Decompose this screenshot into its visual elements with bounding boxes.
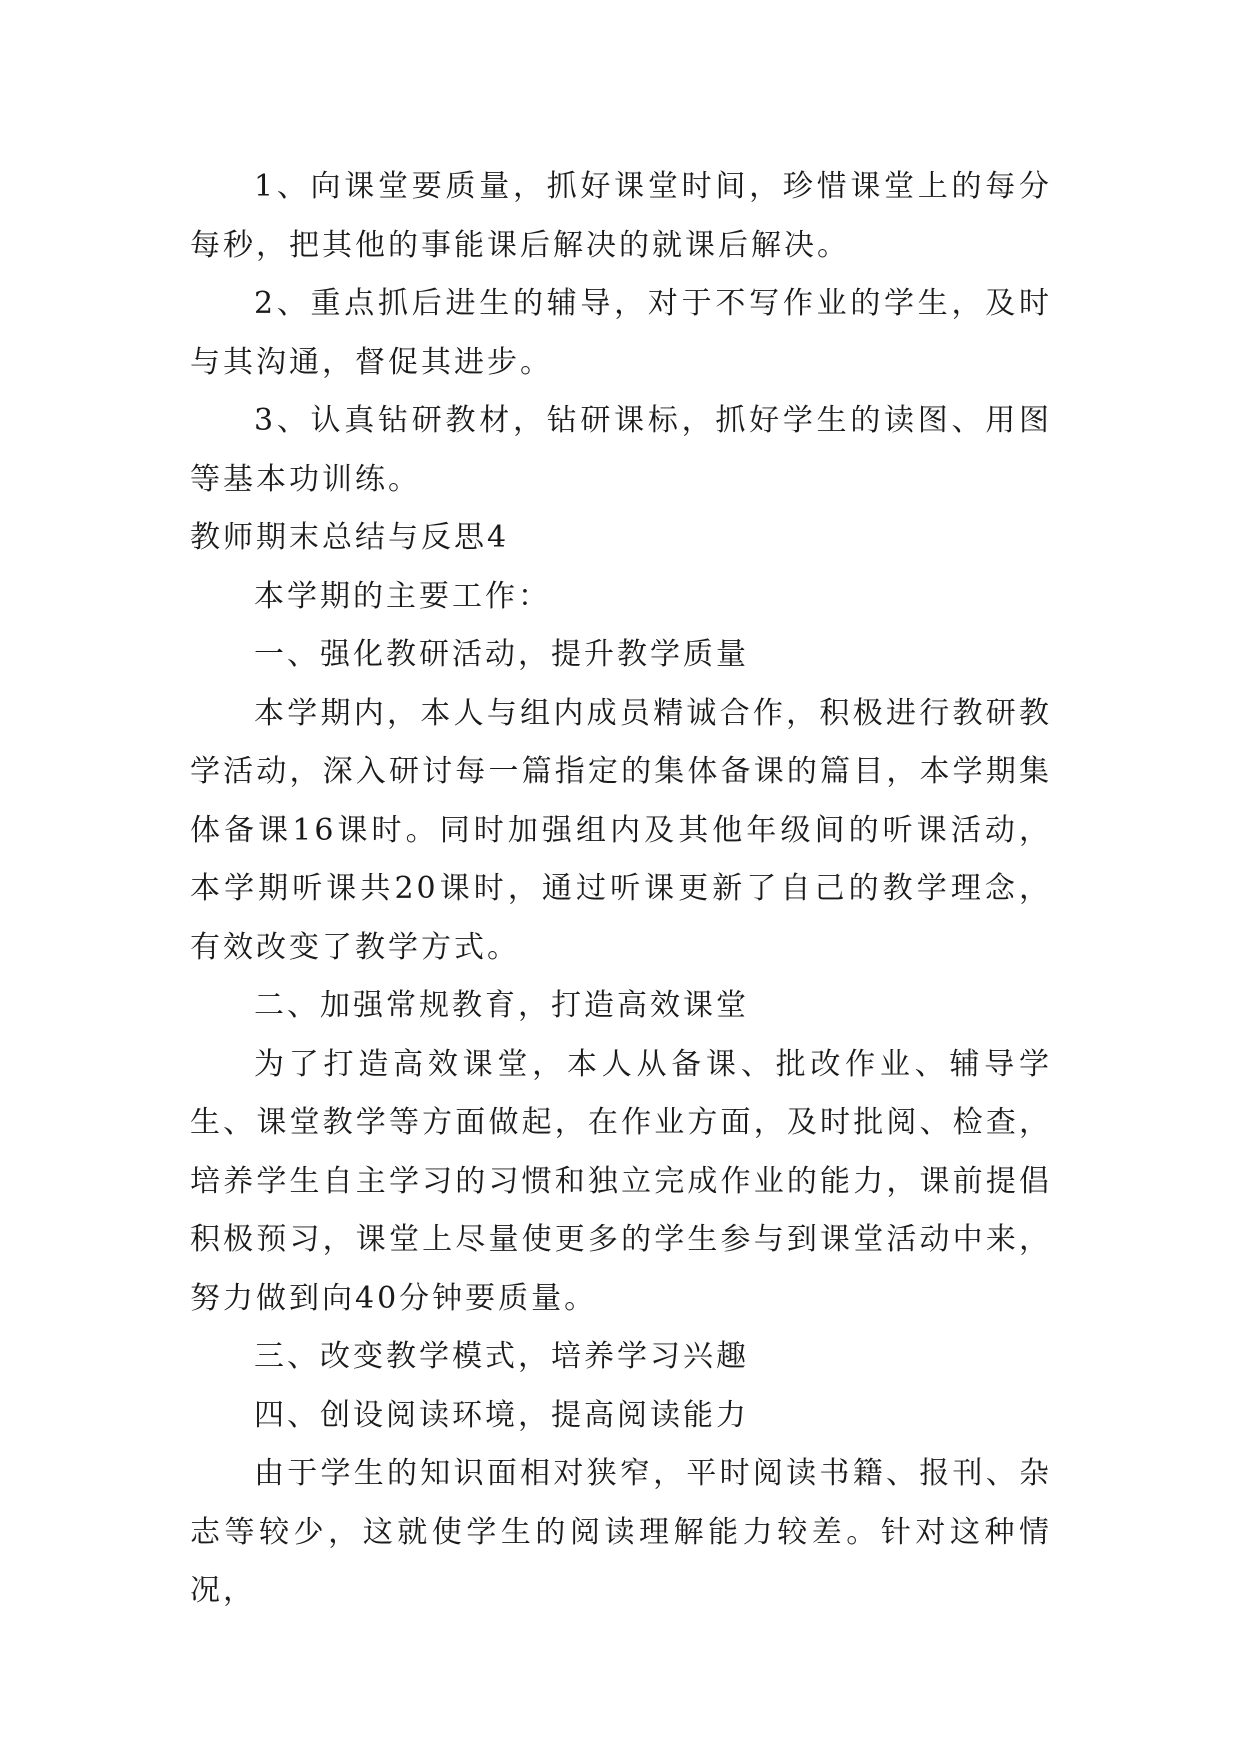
paragraph-reading: 由于学生的知识面相对狭窄，平时阅读书籍、报刊、杂志等较少，这就使学生的阅读理解能力较差。针对这种情况， <box>190 1456 1052 1608</box>
document-body <box>190 158 1052 1621</box>
subheading-four: 四、创设阅读环境，提高阅读能力 <box>254 1397 749 1433</box>
paragraph-item-2: 2、重点抓后进生的辅导，对于不写作业的学生，及时与其沟通，督促其进步。 <box>190 286 1052 380</box>
paragraph-efficient-class: 为了打造高效课堂，本人从备课、批改作业、辅导学生、课堂教学等方面做起，在作业方面，及时批阅、检查，培养学生自主学习的习惯和独立完成作业的能力，课前提倡积极预习，课堂上尽量使更多的学生参与到课堂活动中来，努力做到向40分钟要质量。 <box>190 1046 1052 1316</box>
paragraph-item-3: 3、认真钻研教材，钻研课标，抓好学生的读图、用图等基本功训练。 <box>190 403 1052 497</box>
subheading-two: 二、加强常规教育，打造高效课堂 <box>254 988 749 1023</box>
paragraph-item-1: 1、向课堂要质量，抓好课堂时间，珍惜课堂上的每分每秒，把其他的事能课后解决的就课后解决。 <box>190 169 1052 263</box>
subheading-one: 一、强化教研活动，提升教学质量 <box>254 637 749 672</box>
subheading-three: 三、改变教学模式，培养学习兴趣 <box>254 1339 749 1374</box>
section-heading: 教师期末总结与反思4 <box>190 520 510 555</box>
paragraph-teaching-research: 本学期内，本人与组内成员精诚合作，积极进行教研教学活动，深入研讨每一篇指定的集体备课的篇目，本学期集体备课16课时。同时加强组内及其他年级间的听课活动，本学期听课共20课时，通过听课更新了自己的教学理念，有效改变了教学方式。 <box>190 695 1052 965</box>
paragraph-intro: 本学期的主要工作： <box>254 578 551 614</box>
